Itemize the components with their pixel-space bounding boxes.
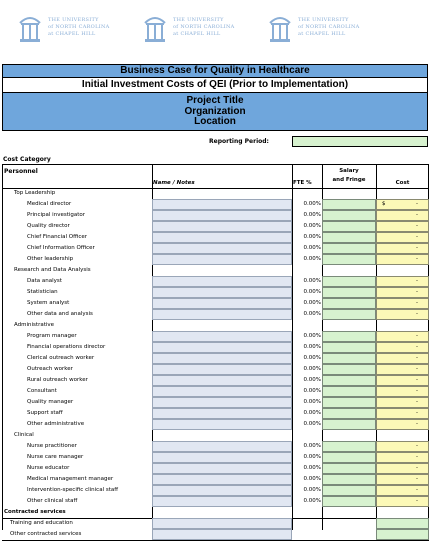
sheet-subtitle: Initial Investment Costs of QEI (Prior to Implementation) — [2, 77, 428, 92]
fte-value[interactable]: 0.00% — [303, 476, 321, 482]
name-notes-input[interactable] — [152, 463, 292, 474]
logo-wordmark — [173, 17, 235, 38]
salary-input[interactable] — [322, 221, 376, 232]
table-row — [2, 353, 429, 364]
name-notes-input[interactable] — [152, 485, 292, 496]
cost-value: - — [416, 201, 418, 207]
cost-value: - — [416, 212, 418, 218]
name-notes-input[interactable] — [152, 199, 292, 210]
cost-cell — [376, 452, 429, 463]
logo-line: THE UNIVERSITY — [298, 17, 349, 23]
table-row — [2, 507, 429, 518]
university-logo-strip — [18, 9, 388, 53]
salary-input[interactable] — [322, 364, 376, 375]
fte-value[interactable]: 0.00% — [303, 300, 321, 306]
salary-input[interactable] — [322, 331, 376, 342]
table-row — [2, 397, 429, 408]
table-top-border — [2, 164, 429, 165]
cost-cell — [376, 419, 429, 430]
salary-input[interactable] — [322, 309, 376, 320]
row-label: Other clinical staff — [27, 498, 78, 504]
cost-cell — [376, 342, 429, 353]
row-label: Nurse educator — [27, 465, 70, 471]
table-row — [2, 276, 429, 287]
fte-value[interactable]: 0.00% — [303, 421, 321, 427]
fte-value[interactable]: 0.00% — [303, 410, 321, 416]
row-label: Training and education — [10, 520, 73, 526]
salary-header-line2: and Fringe — [332, 177, 366, 183]
cost-value: - — [416, 234, 418, 240]
cost-cell — [376, 397, 429, 408]
cost-cell — [376, 364, 429, 375]
row-label: Statistician — [27, 289, 58, 295]
old-well-icon — [143, 13, 167, 45]
cost-value: - — [416, 355, 418, 361]
section-label: Contracted services — [4, 509, 66, 515]
salary-input[interactable] — [322, 397, 376, 408]
fte-value[interactable]: 0.00% — [303, 355, 321, 361]
cost-cell — [376, 254, 429, 265]
name-notes-input[interactable] — [152, 232, 292, 243]
fte-value[interactable]: 0.00% — [303, 245, 321, 251]
row-label: Program manager — [27, 333, 77, 339]
salary-input[interactable] — [322, 408, 376, 419]
name-notes-input[interactable] — [152, 496, 292, 507]
cost-cell — [376, 375, 429, 386]
cost-value: - — [416, 476, 418, 482]
salary-input[interactable] — [322, 375, 376, 386]
name-notes-input[interactable] — [152, 243, 292, 254]
table-row — [2, 474, 429, 485]
table-row — [2, 342, 429, 353]
row-label: Other data and analysis — [27, 311, 93, 317]
cost-cell — [376, 463, 429, 474]
cost-cell — [376, 243, 429, 254]
cost-table — [2, 164, 429, 537]
cost-value: - — [416, 300, 418, 306]
table-row — [2, 320, 429, 331]
old-well-icon — [268, 13, 292, 45]
table-row — [2, 221, 429, 232]
name-notes-input[interactable] — [152, 342, 292, 353]
salary-input[interactable] — [322, 199, 376, 210]
row-group-label: Research and Data Analysis — [14, 267, 91, 273]
row-group-label: Clinical — [14, 432, 34, 438]
table-row — [2, 430, 429, 441]
table-row — [2, 254, 429, 265]
cost-value: - — [416, 388, 418, 394]
table-row — [2, 265, 429, 276]
cost-cell — [376, 232, 429, 243]
name-notes-input[interactable] — [152, 419, 292, 430]
cost-cell — [376, 287, 429, 298]
fte-value[interactable]: 0.00% — [303, 278, 321, 284]
cost-cell — [376, 298, 429, 309]
name-notes-header: Name / Notes — [153, 180, 195, 186]
logo-line: at CHAPEL HILL — [298, 31, 346, 37]
salary-input[interactable] — [322, 463, 376, 474]
row-label: Quality director — [27, 223, 70, 229]
row-label: Chief Financial Officer — [27, 234, 88, 240]
salary-input[interactable] — [322, 485, 376, 496]
university-logo — [18, 13, 148, 49]
logo-wordmark — [48, 17, 110, 38]
name-notes-input[interactable] — [152, 375, 292, 386]
cost-cell — [376, 353, 429, 364]
salary-input[interactable] — [322, 276, 376, 287]
row-label: Principal investigator — [27, 212, 86, 218]
cost-value: - — [416, 498, 418, 504]
cost-cell — [376, 474, 429, 485]
row-label: Quality manager — [27, 399, 74, 405]
table-row — [2, 309, 429, 320]
cost-cell — [376, 496, 429, 507]
salary-input[interactable] — [322, 243, 376, 254]
table-row — [2, 243, 429, 254]
table-row — [2, 210, 429, 221]
salary-input[interactable] — [322, 287, 376, 298]
row-label: Intervention-specific clinical staff — [27, 487, 119, 493]
table-row — [2, 463, 429, 474]
name-notes-input[interactable] — [152, 254, 292, 265]
name-notes-input[interactable] — [152, 331, 292, 342]
fte-value[interactable]: 0.00% — [303, 333, 321, 339]
table-row — [2, 485, 429, 496]
table-row — [2, 188, 429, 199]
row-label: Nurse care manager — [27, 454, 84, 460]
cost-cell — [376, 485, 429, 496]
row-label: Other contracted services — [10, 531, 82, 537]
project-title: Project Title — [186, 95, 244, 106]
row-label: Financial operations director — [27, 344, 106, 350]
cost-value: - — [416, 344, 418, 350]
cost-value: - — [416, 399, 418, 405]
sheet-title: Business Case for Quality in Healthcare — [2, 64, 428, 77]
salary-input[interactable] — [322, 342, 376, 353]
row-label: Chief Information Officer — [27, 245, 95, 251]
table-row — [2, 232, 429, 243]
cost-header: Cost — [395, 180, 410, 186]
salary-input[interactable] — [322, 210, 376, 221]
table-row — [2, 287, 429, 298]
name-notes-input[interactable] — [152, 441, 292, 452]
cost-cell — [376, 276, 429, 287]
salary-input[interactable] — [322, 232, 376, 243]
row-label: Other administrative — [27, 421, 85, 427]
table-row — [2, 199, 429, 210]
name-notes-input[interactable] — [152, 276, 292, 287]
cost-value: - — [416, 245, 418, 251]
logo-line: of NORTH CAROLINA — [48, 24, 110, 30]
logo-line: at CHAPEL HILL — [48, 31, 96, 37]
fte-value[interactable]: 0.00% — [303, 201, 321, 207]
row-label: System analyst — [27, 300, 70, 306]
table-row — [2, 419, 429, 430]
fte-value[interactable]: 0.00% — [303, 212, 321, 218]
fte-value[interactable]: 0.00% — [303, 388, 321, 394]
cost-input[interactable] — [376, 518, 429, 529]
cost-value: - — [416, 333, 418, 339]
fte-value[interactable]: 0.00% — [303, 454, 321, 460]
cost-value: - — [416, 278, 418, 284]
organization: Organization — [184, 105, 246, 117]
cost-value: - — [416, 487, 418, 493]
cost-value: - — [416, 421, 418, 427]
salary-input[interactable] — [322, 254, 376, 265]
salary-input[interactable] — [322, 441, 376, 452]
table-row — [2, 386, 429, 397]
table-row — [2, 518, 429, 529]
row-label: Clerical outreach worker — [27, 355, 95, 361]
fte-value[interactable]: 0.00% — [303, 223, 321, 229]
salary-input[interactable] — [322, 419, 376, 430]
row-label: Consultant — [27, 388, 57, 394]
name-notes-input[interactable] — [152, 210, 292, 221]
cost-value: - — [416, 366, 418, 372]
table-row — [2, 331, 429, 342]
name-notes-input[interactable] — [152, 287, 292, 298]
old-well-icon — [18, 13, 42, 45]
cost-value: - — [416, 410, 418, 416]
university-logo — [268, 13, 388, 49]
logo-line: THE UNIVERSITY — [173, 17, 224, 23]
fte-header: FTE % — [293, 180, 312, 186]
cost-value: - — [416, 311, 418, 317]
table-row — [2, 375, 429, 386]
cost-cell — [376, 210, 429, 221]
table-row — [2, 298, 429, 309]
name-notes-input[interactable] — [152, 518, 292, 529]
logo-line: THE UNIVERSITY — [48, 17, 99, 23]
cost-category-label: Cost Category — [3, 156, 51, 163]
name-notes-input[interactable] — [152, 309, 292, 320]
cost-cell — [376, 221, 429, 232]
fte-value[interactable]: 0.00% — [303, 487, 321, 493]
fte-value[interactable]: 0.00% — [303, 289, 321, 295]
salary-input[interactable] — [322, 496, 376, 507]
logo-line: of NORTH CAROLINA — [298, 24, 360, 30]
row-label: Support staff — [27, 410, 63, 416]
table-row — [2, 408, 429, 419]
cost-cell — [376, 331, 429, 342]
salary-input[interactable] — [322, 474, 376, 485]
cost-cell — [376, 199, 429, 210]
logo-line: at CHAPEL HILL — [173, 31, 221, 37]
salary-header — [322, 167, 376, 185]
fte-value[interactable]: 0.00% — [303, 377, 321, 383]
salary-header-line1: Salary — [339, 168, 359, 174]
name-notes-input[interactable] — [152, 364, 292, 375]
row-label: Rural outreach worker — [27, 377, 88, 383]
name-notes-input[interactable] — [152, 408, 292, 419]
fte-value[interactable]: 0.00% — [303, 234, 321, 240]
name-notes-input[interactable] — [152, 397, 292, 408]
name-notes-input[interactable] — [152, 221, 292, 232]
cost-value: - — [416, 443, 418, 449]
location: Location — [194, 116, 236, 127]
reporting-period-input[interactable] — [292, 136, 428, 147]
currency-symbol: $ — [382, 201, 386, 207]
name-notes-input[interactable] — [152, 298, 292, 309]
fte-value[interactable]: 0.00% — [303, 344, 321, 350]
row-group-label: Administrative — [14, 322, 55, 328]
name-notes-input[interactable] — [152, 452, 292, 463]
personnel-header: Personnel — [4, 168, 38, 175]
table-row — [2, 452, 429, 463]
reporting-period-label: Reporting Period: — [209, 138, 269, 145]
cost-cell — [376, 441, 429, 452]
salary-input[interactable] — [322, 353, 376, 364]
project-info-block[interactable] — [2, 92, 428, 131]
cost-value: - — [416, 223, 418, 229]
cost-cell — [376, 408, 429, 419]
cost-value: - — [416, 289, 418, 295]
fte-value[interactable]: 0.00% — [303, 256, 321, 262]
university-logo — [143, 13, 273, 49]
row-label: Medical director — [27, 201, 72, 207]
name-notes-input[interactable] — [152, 353, 292, 364]
cost-cell — [376, 309, 429, 320]
name-notes-input[interactable] — [152, 474, 292, 485]
row-label: Medical management manager — [27, 476, 114, 482]
table-row — [2, 496, 429, 507]
name-notes-input[interactable] — [152, 386, 292, 397]
fte-value[interactable]: 0.00% — [303, 399, 321, 405]
cost-cell — [376, 386, 429, 397]
row-label: Nurse practitioner — [27, 443, 77, 449]
table-row — [2, 441, 429, 452]
logo-wordmark — [298, 17, 360, 38]
row-group-label: Top Leadership — [14, 190, 56, 196]
salary-input[interactable] — [322, 452, 376, 463]
salary-input[interactable] — [322, 298, 376, 309]
row-label: Outreach worker — [27, 366, 73, 372]
fte-value[interactable]: 0.00% — [303, 443, 321, 449]
cost-value: - — [416, 256, 418, 262]
fte-value[interactable]: 0.00% — [303, 498, 321, 504]
row-label: Other leadership — [27, 256, 74, 262]
fte-value[interactable]: 0.00% — [303, 366, 321, 372]
salary-input[interactable] — [322, 386, 376, 397]
fte-value[interactable]: 0.00% — [303, 311, 321, 317]
table-row — [2, 364, 429, 375]
cost-value: - — [416, 465, 418, 471]
cost-value: - — [416, 454, 418, 460]
row-label: Data analyst — [27, 278, 62, 284]
fte-value[interactable]: 0.00% — [303, 465, 321, 471]
cost-value: - — [416, 377, 418, 383]
logo-line: of NORTH CAROLINA — [173, 24, 235, 30]
